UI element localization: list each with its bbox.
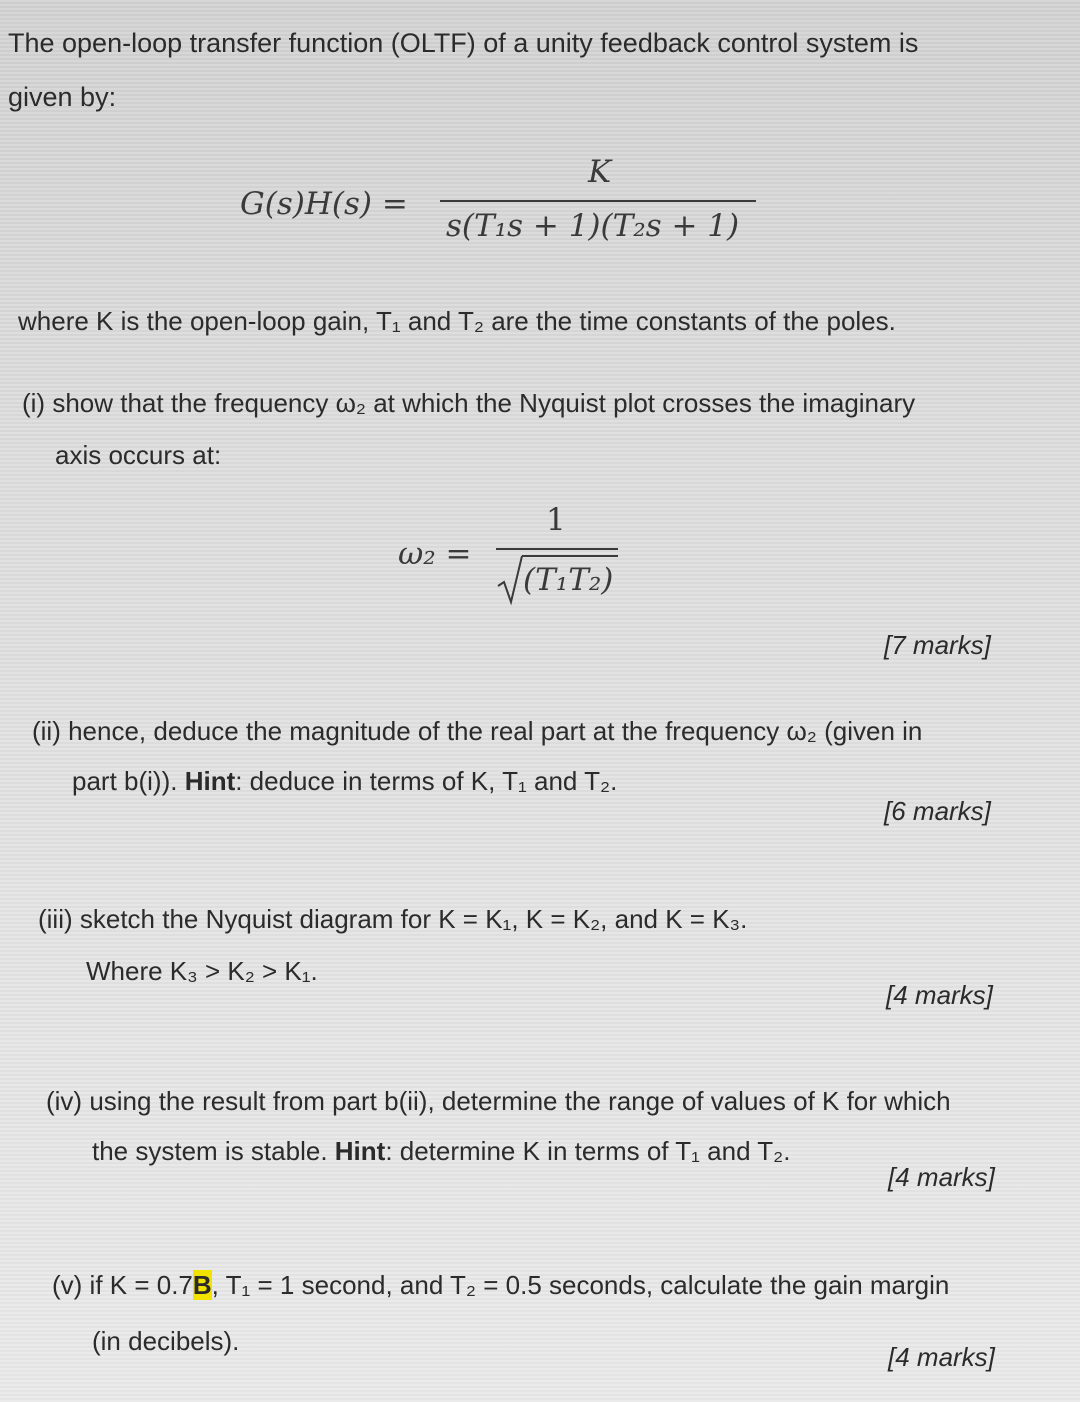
part-v-highlighted-b: B — [192, 1270, 212, 1300]
equation-1-numerator: K — [588, 154, 612, 190]
part-i-line-1: (i) show that the frequency ω₂ at which the Nyquist plot crosses the imaginary — [22, 388, 916, 418]
part-iv-hint-label: Hint — [334, 1136, 386, 1166]
part-v-marks: [4 marks] — [888, 1342, 995, 1372]
part-iii-line-2: Where K₃ > K₂ > K₁. — [86, 956, 318, 986]
part-ii-line-1: (ii) hence, deduce the magnitude of the real part at the frequency ω₂ (given in — [32, 716, 923, 746]
equation-2-fraction-bar — [496, 548, 618, 550]
part-i-marks: [7 marks] — [884, 630, 991, 660]
square-root-overline — [522, 555, 618, 557]
part-iv-line-2 — [92, 1136, 791, 1166]
part-iii-marks: [4 marks] — [886, 980, 993, 1010]
equation-2-denominator: (T₁T₂) — [523, 562, 614, 598]
part-ii-marks: [6 marks] — [884, 796, 991, 826]
intro-line-1: The open-loop transfer function (OLTF) of a unity feedback control system is — [8, 28, 919, 58]
equation-1-fraction-bar — [440, 200, 756, 202]
equation-2-numerator: 1 — [546, 502, 566, 538]
part-ii-line-2-text: part b(i)). — [72, 766, 185, 796]
where-line: where K is the open-loop gain, T₁ and T₂ are the time constants of the poles. — [18, 306, 896, 336]
part-ii-line-2 — [72, 766, 617, 796]
part-ii-hint-label: Hint — [184, 766, 236, 796]
equation-1-denominator: s(T₁s + 1)(T₂s + 1) — [446, 208, 740, 244]
part-ii-hint-text: : deduce in terms of K, T₁ and T₂. — [235, 766, 618, 796]
part-v-line-2: (in decibels). — [92, 1326, 240, 1356]
part-i-line-2: axis occurs at: — [55, 440, 222, 470]
equation-2-lhs: ω₂ = — [398, 536, 472, 572]
equation-1-lhs: G(s)H(s) = — [240, 186, 408, 222]
part-iv-line-2-text: the system is stable. — [92, 1136, 335, 1166]
part-iv-hint-text: : determine K in terms of T₁ and T₂. — [385, 1136, 791, 1166]
part-iv-line-1: (iv) using the result from part b(ii), determine the range of values of K for which — [46, 1086, 951, 1116]
part-iii-line-1: (iii) sketch the Nyquist diagram for K = K₁, K = K₂, and K = K₃. — [38, 904, 748, 934]
part-v-line-1-text: (v) if K = 0.7 — [52, 1270, 193, 1300]
intro-line-2: given by: — [8, 82, 117, 112]
square-root-icon — [496, 552, 526, 606]
part-v-line-1 — [52, 1270, 949, 1300]
part-v-line-1-rest: , T₁ = 1 second, and T₂ = 0.5 seconds, calculate the gain margin — [211, 1270, 950, 1300]
part-iv-marks: [4 marks] — [888, 1162, 995, 1192]
